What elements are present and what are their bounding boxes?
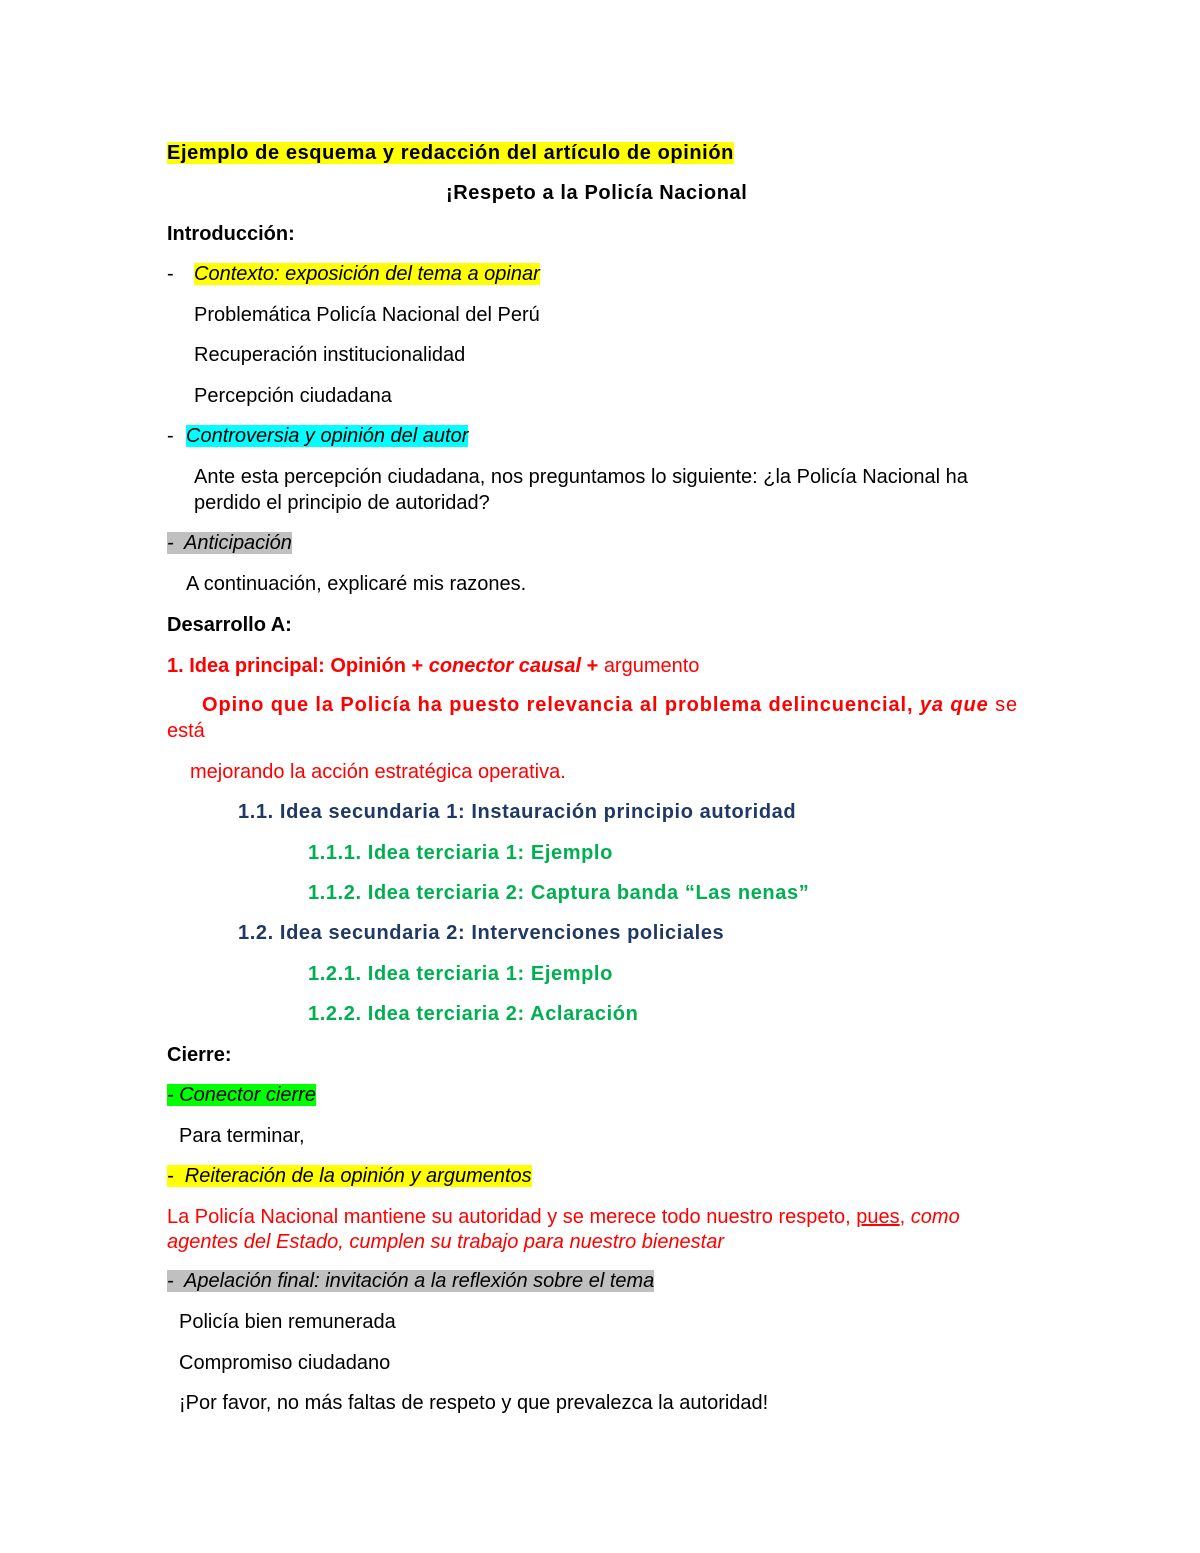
opinion-text: Opino que la Policía ha puesto relevancia al problema delincuencial, ya que se — [202, 694, 1019, 716]
appeal-item: Policía bien remunerada — [179, 1311, 396, 1333]
anticipation-label: - Anticipación — [167, 532, 292, 554]
reiteration-text: La Policía Nacional mantiene su autoridad y se merece todo nuestro respeto, pues, como — [167, 1206, 960, 1228]
opinion-continuation: mejorando la acción estratégica operativa. — [190, 761, 566, 783]
appeal-item: Compromiso ciudadano — [179, 1352, 391, 1374]
document-title: Ejemplo de esquema y redacción del artículo de opinión — [167, 142, 734, 164]
intro-heading: Introducción: — [167, 223, 295, 245]
context-item: Percepción ciudadana — [194, 385, 392, 407]
context-item: Problemática Policía Nacional del Perú — [194, 304, 540, 326]
main-idea: 1. Idea principal: Opinión + conector causal + argumento — [167, 655, 700, 677]
context-label: Contexto: exposición del tema a opinar — [194, 263, 540, 285]
tertiary-idea: 1.1.1. Idea terciaria 1: Ejemplo — [308, 842, 613, 864]
appeal-item: ¡Por favor, no más faltas de respeto y que prevalezca la autoridad! — [179, 1392, 769, 1414]
development-heading: Desarrollo A: — [167, 614, 292, 636]
reiteration-text-cont: agentes del Estado, cumplen su trabajo para nuestro bienestar — [167, 1231, 725, 1253]
connector-text: Para terminar, — [179, 1125, 305, 1147]
context-bullet: - — [167, 263, 174, 285]
tertiary-idea: 1.2.1. Idea terciaria 1: Ejemplo — [308, 963, 613, 985]
context-item: Recuperación institucionalidad — [194, 344, 466, 366]
controversy-text: perdido el principio de autoridad? — [194, 492, 490, 514]
closing-heading: Cierre: — [167, 1044, 232, 1066]
secondary-idea: 1.1. Idea secundaria 1: Instauración principio autoridad — [238, 801, 797, 823]
tertiary-idea: 1.1.2. Idea terciaria 2: Captura banda “Las nenas” — [308, 882, 810, 904]
anticipation-text: A continuación, explicaré mis razones. — [186, 573, 527, 595]
opinion-text-wrap: está — [167, 720, 205, 742]
controversy-label: Controversia y opinión del autor — [186, 425, 469, 447]
reiteration-label: - Reiteración de la opinión y argumentos — [167, 1165, 532, 1187]
controversy-text: Ante esta percepción ciudadana, nos preguntamos lo siguiente: ¿la Policía Nacional ha — [194, 466, 968, 488]
tertiary-idea: 1.2.2. Idea terciaria 2: Aclaración — [308, 1003, 639, 1025]
secondary-idea: 1.2. Idea secundaria 2: Intervenciones policiales — [238, 922, 725, 944]
article-title: ¡Respeto a la Policía Nacional — [446, 182, 748, 204]
controversy-bullet: - — [167, 425, 174, 447]
appeal-label: - Apelación final: invitación a la reflexión sobre el tema — [167, 1270, 655, 1292]
connector-label: - Conector cierre — [167, 1084, 316, 1106]
